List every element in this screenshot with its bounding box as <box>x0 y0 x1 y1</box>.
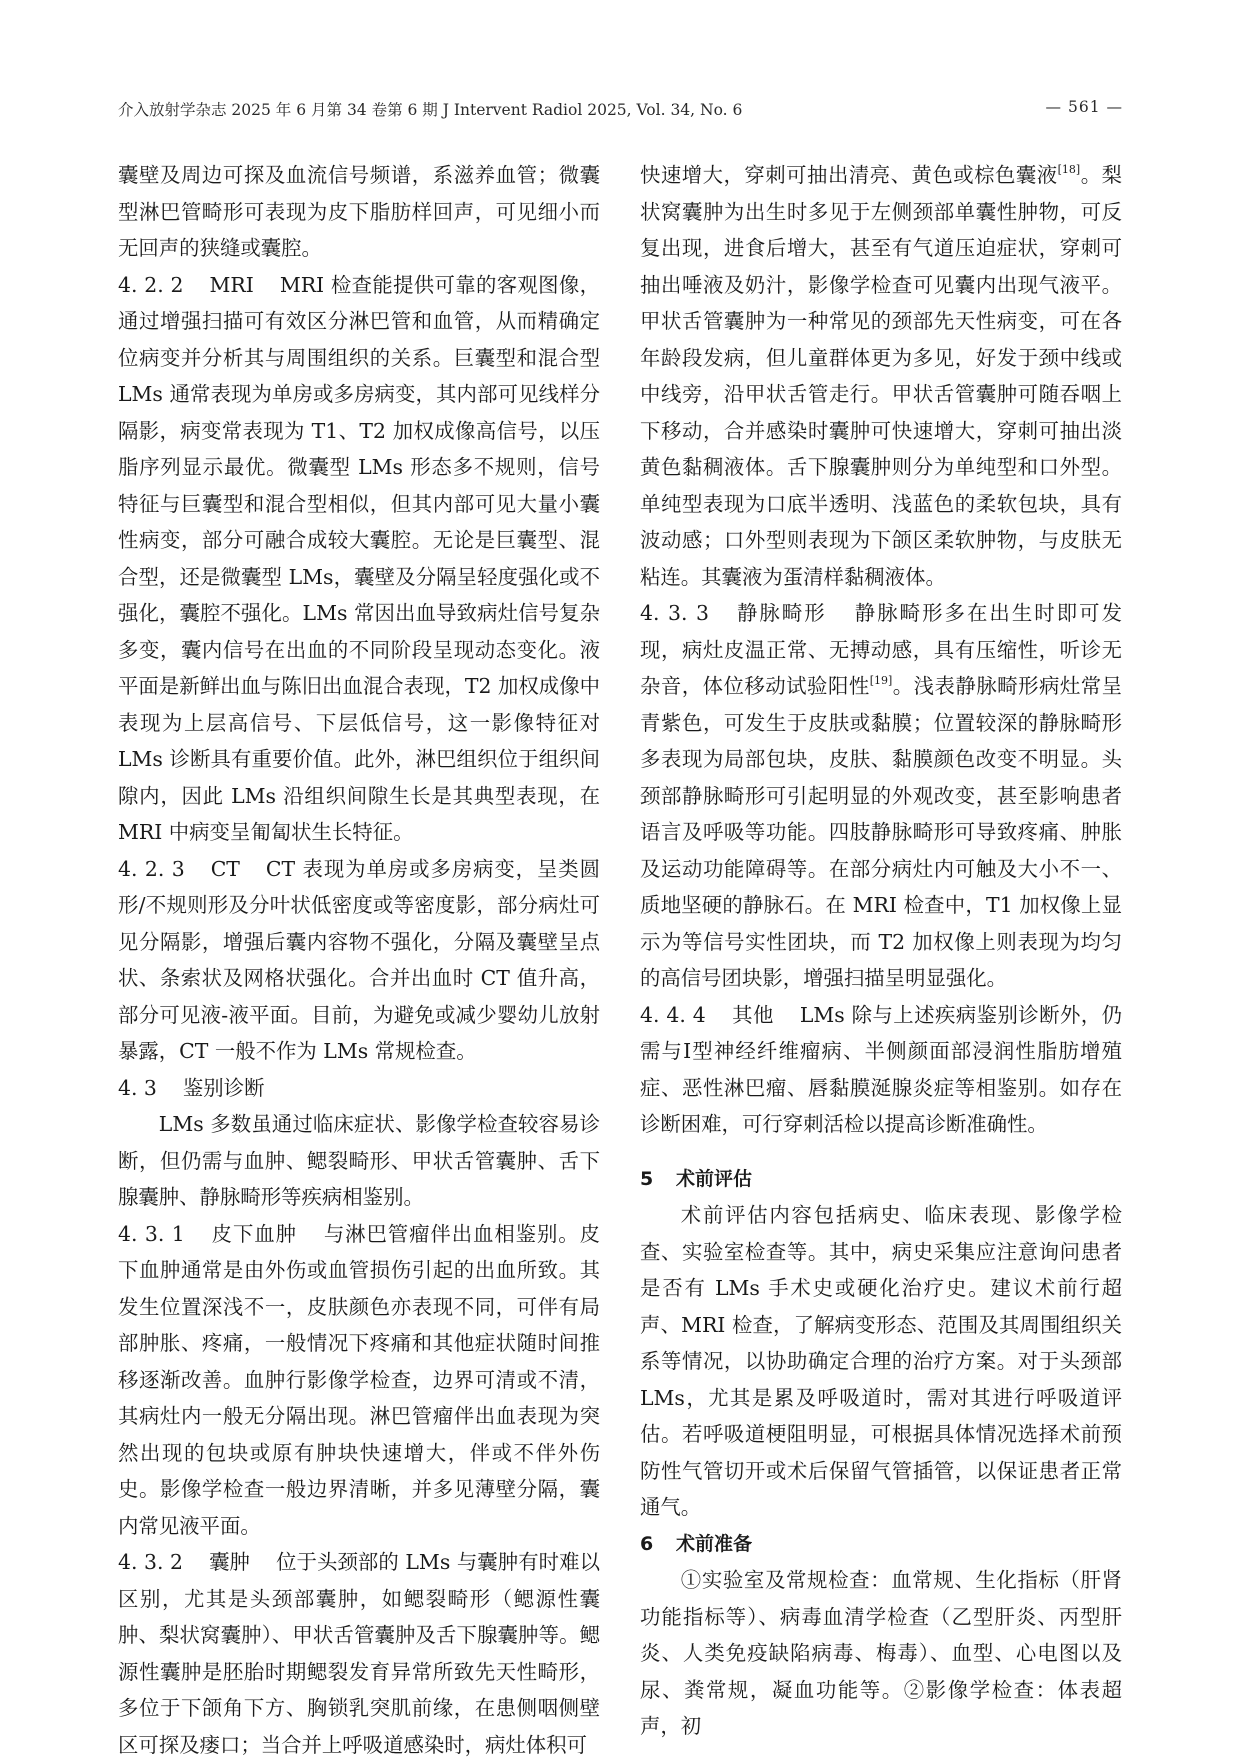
section-number: 4. 4. 4 <box>640 1002 706 1027</box>
section-number: 4. 3. 3 <box>640 601 709 625</box>
section-text: CT 表现为单房或多房病变，呈类圆形/不规则形及分叶状低密度或等密度影，部分病灶可见分隔影，增强后囊内容物不强化，分隔及囊壁呈点状、条索状及网格状强化。合并出血时 CT 值升高，部分可见液-液平面。目前，为避免或减少婴幼儿放射暴露，CT 一般不作为 LMs 常规检查。 <box>118 856 600 1063</box>
section-text: MRI 检查能提供可靠的客观图像，通过增强扫描可有效区分淋巴管和血管，从而精确定位病变并分析其与周围组织的关系。巨囊型和混合型 LMs 通常表现为单房或多房病变，其内部可见线样分隔影，病变常表现为 T1、T2 加权成像高信号，以压脂序列显示最优。微囊型 LMs 形态多不规则，信号特征与巨囊型和混合型相似，但其内部可见大量小囊性病变，部分可融合成较大囊腔。无论是巨囊型、混合型，还是微囊型 LMs，囊壁及分隔呈轻度强化或不强化，囊腔不强化。LMs 常因出血导致病灶信号复杂多变，囊内信号在出血的不同阶段呈现动态变化。液平面是新鲜出血与陈旧出血混合表现，T2 加权成像中表现为上层高信号、下层低信号，这一影像特征对 LMs 诊断具有重要价值。此外，淋巴组织位于组织间隙内，因此 LMs 沿组织间隙生长是其典型表现，在 MRI 中病变呈匍匐状生长特征。 <box>118 272 600 844</box>
citation-ref[interactable]: [19] <box>869 674 893 687</box>
paragraph-text: 术前评估内容包括病史、临床表现、影像学检查、实验室检查等。其中，病史采集应注意询问患者是否有 LMs 手术史或硬化治疗史。建议术前行超声、MRI 检查，了解病变形态、范围及其周围组织关系等情况，以协助确定合理的治疗方案。对于头颈部 LMs，尤其是累及呼吸道时，需对其进行呼吸道评估。若呼吸道梗阻明显，可根据具体情况选择术前预防性气管切开或术后保留气管插管，以保证患者正常通气。 <box>640 1203 1122 1519</box>
heading-number: 5 <box>640 1167 654 1190</box>
section-4-4-4 <box>640 997 1122 1143</box>
running-header <box>118 98 1123 126</box>
citation-ref[interactable]: [18] <box>1057 163 1081 176</box>
section-title: 鉴别诊断 <box>182 1075 265 1100</box>
paragraph <box>640 1562 1122 1745</box>
section-title: 静脉畸形 <box>734 601 827 625</box>
section-title: 其他 <box>731 1002 774 1027</box>
section-number: 4. 3. 1 <box>118 1221 185 1246</box>
section-number: 4. 2. 2 <box>118 272 184 297</box>
section-title: 皮下血肿 <box>210 1221 297 1246</box>
journal-citation: 介入放射学杂志 2025 年 6 月第 34 卷第 6 期 J Intervent Radiol 2025, Vol. 34, No. 6 <box>118 101 743 119</box>
section-number: 4. 2. 3 <box>118 856 185 881</box>
section-4-3-1 <box>118 1216 600 1545</box>
paragraph-text: 囊壁及周边可探及血流信号频谱，系滋养血管；微囊型淋巴管畸形可表现为皮下脂肪样回声，可见细小而无回声的狭缝或囊腔。 <box>118 163 600 260</box>
section-4-3-heading <box>118 1070 600 1107</box>
paragraph-text: ①实验室及常规检查：血常规、生化指标（肝肾功能指标等）、病毒血清学检查（乙型肝炎、丙型肝炎、人类免疫缺陷病毒、梅毒）、血型、心电图以及尿、粪常规，凝血功能等。②影像学检查：体表超声，初 <box>640 1568 1122 1738</box>
heading-title: 术前准备 <box>676 1532 753 1555</box>
section-text: 静脉畸形多在出生时即可发现，病灶皮温正常、无搏动感，具有压缩性，听诊无杂音，体位移动试验阳性 <box>640 601 1122 698</box>
section-number: 4. 3 <box>118 1075 157 1100</box>
paragraph-text: 。梨状窝囊肿为出生时多见于左侧颈部单囊性肿物，可反复出现，进食后增大，甚至有气道压迫症状，穿刺可抽出唾液及奶汁，影像学检查可见囊内出现气液平。甲状舌管囊肿为一种常见的颈部先天性病变，可在各年龄段发病，但儿童群体更为多见，好发于颈中线或中线旁，沿甲状舌管走行。甲状舌管囊肿可随吞咽上下移动，合并感染时囊肿可快速增大，穿刺可抽出淡黄色黏稠液体。舌下腺囊肿则分为单纯型和口外型。单纯型表现为口底半透明、浅蓝色的柔软包块，具有波动感；口外型则表现为下颌区柔软肿物，与皮肤无粘连。其囊液为蛋清样黏稠液体。 <box>640 163 1122 589</box>
right-column <box>640 157 1122 1745</box>
left-column <box>118 157 600 1763</box>
section-number: 4. 3. 2 <box>118 1550 183 1574</box>
section-6-heading <box>640 1526 1122 1563</box>
section-text: 与淋巴管瘤伴出血相鉴别。皮下血肿通常是由外伤或血管损伤引起的出血所致。其发生位置深浅不一，皮肤颜色亦表现不同，可伴有局部肿胀、疼痛，一般情况下疼痛和其他症状随时间推移逐渐改善。血肿行影像学检查，边界可清或不清，其病灶内一般无分隔出现。淋巴管瘤伴出血表现为突然出现的包块或原有肿块快速增大，伴或不伴外伤史。影像学检查一般边界清晰，并多见薄壁分隔，囊内常见液平面。 <box>118 1221 600 1538</box>
paragraph-text: LMs 多数虽通过临床症状、影像学检查较容易诊断，但仍需与血肿、鳃裂畸形、甲状舌管囊肿、舌下腺囊肿、静脉畸形等疾病相鉴别。 <box>118 1112 600 1209</box>
paragraph <box>640 1197 1122 1526</box>
section-title: CT <box>210 856 240 881</box>
section-title: MRI <box>209 272 254 297</box>
section-title: 囊肿 <box>209 1550 250 1574</box>
section-4-2-3 <box>118 851 600 1070</box>
section-text: LMs 除与上述疾病鉴别诊断外，仍需与Ⅰ型神经纤维瘤病、半侧颜面部浸润性脂肪增殖症、恶性淋巴瘤、唇黏膜涎腺炎症等相鉴别。如存在诊断困难，可行穿刺活检以提高诊断准确性。 <box>640 1002 1122 1136</box>
paragraph <box>118 157 600 267</box>
section-4-2-2 <box>118 267 600 851</box>
heading-number: 6 <box>640 1532 654 1555</box>
section-text: 。浅表静脉畸形病灶常呈青紫色，可发生于皮肤或黏膜；位置较深的静脉畸形多表现为局部包块，皮肤、黏膜颜色改变不明显。头颈部静脉畸形可引起明显的外观改变，甚至影响患者语言及呼吸等功能。四肢静脉畸形可导致疼痛、肿胀及运动功能障碍等。在部分病灶内可触及大小不一、质地坚硬的静脉石。在 MRI 检查中，T1 加权像上显示为等信号实性团块，而 T2 加权像上则表现为均匀的高信号团块影，增强扫描呈明显强化。 <box>640 674 1122 990</box>
section-5-heading <box>640 1161 1122 1198</box>
section-text: 位于头颈部的 LMs 与囊肿有时难以区别，尤其是头颈部囊肿，如鳃裂畸形（鳃源性囊肿、梨状窝囊肿）、甲状舌管囊肿及舌下腺囊肿等。鳃源性囊肿是胚胎时期鳃裂发育异常所致先天性畸形，多位于下颌角下方、胸锁乳突肌前缘，在患侧咽侧壁区可探及瘘口；当合并上呼吸道感染时，病灶体积可 <box>118 1550 600 1757</box>
heading-title: 术前评估 <box>676 1167 753 1190</box>
paragraph <box>640 157 1122 595</box>
paragraph-text: 快速增大，穿刺可抽出清亮、黄色或棕色囊液 <box>640 163 1058 187</box>
page-number: — 561 — <box>1045 98 1123 116</box>
section-4-3-2 <box>118 1544 600 1763</box>
section-4-3-3 <box>640 595 1122 997</box>
paragraph <box>118 1106 600 1216</box>
